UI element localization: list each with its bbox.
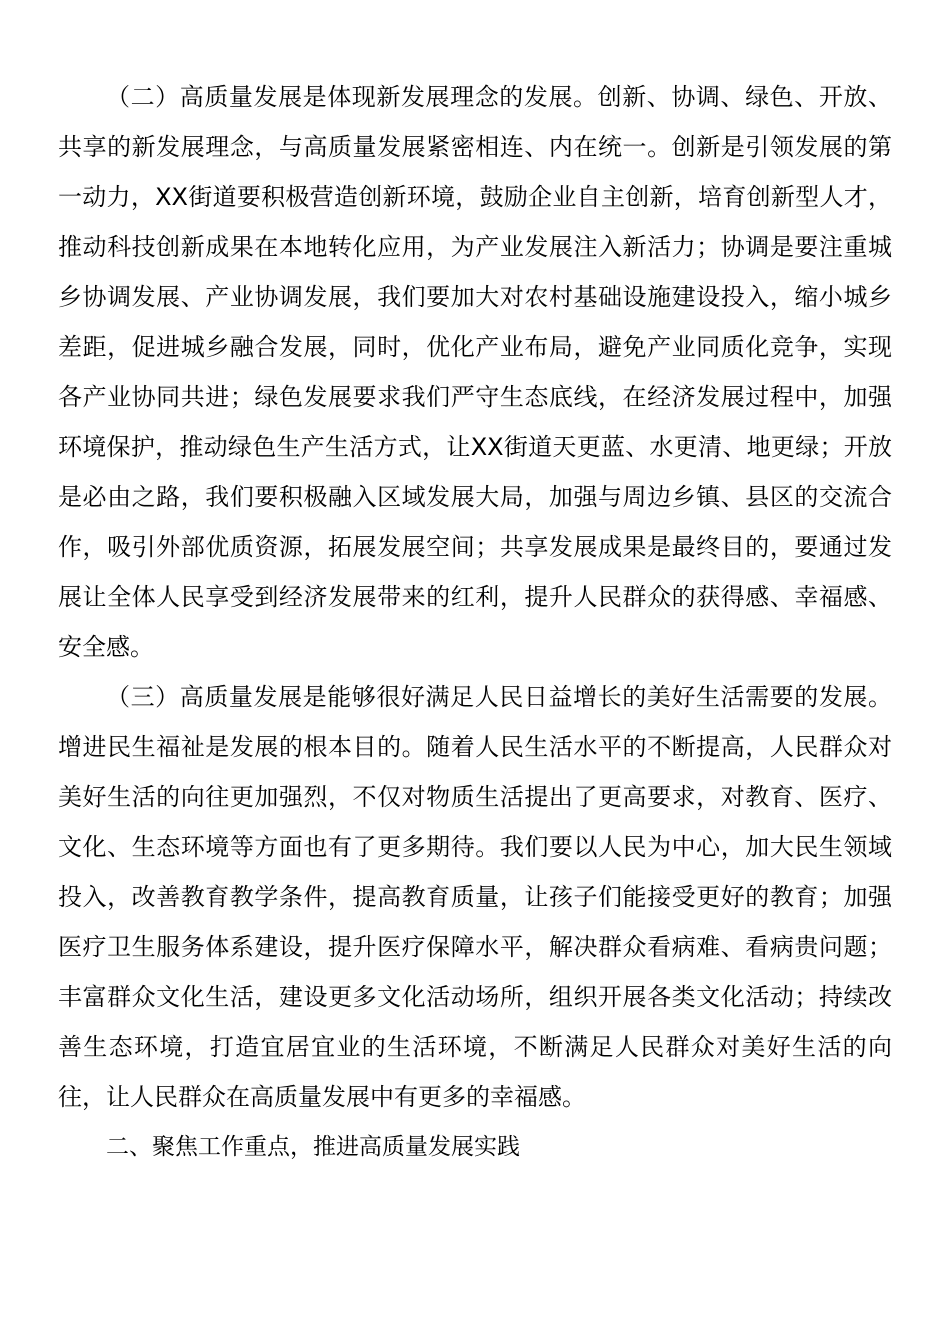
paragraph-development-philosophy: （二）高质量发展是体现新发展理念的发展。创新、协调、绿色、开放、共享的新发展理念，与高质量发展紧密相连、内在统一。创新是引领发展的第一动力，XX街道要积极营造创新环境，鼓励企业自主创新，培育创新型人才，推动科技创新成果在本地转化应用，为产业发展注入新活力；协调是要注重城乡协调发展、产业协调发展，我们要加大对农村基础设施建设投入，缩小城乡差距，促进城乡融合发展，同时，优化产业布局，避免产业同质化竞争，实现各产业协同共进；绿色发展要求我们严守生态底线，在经济发展过程中，加强环境保护，推动绿色生产生活方式，让XX街道天更蓝、水更清、地更绿；开放是必由之路，我们要积极融入区域发展大局，加强与周边乡镇、县区的交流合作，吸引外部优质资源，拓展发展空间；共享发展成果是最终目的，要通过发展让全体人民享受到经济发展带来的红利，提升人民群众的获得感、幸福感、安全感。 [58,83,892,661]
document-page [58,72,892,1172]
section-heading: 二、聚焦工作重点，推进高质量发展实践 [106,1134,520,1160]
paragraph-people-livelihood: （三）高质量发展是能够很好满足人民日益增长的美好生活需要的发展。增进民生福祉是发展的根本目的。随着人民生活水平的不断提高，人民群众对美好生活的向往更加强烈，不仅对物质生活提出了更高要求，对教育、医疗、文化、生态环境等方面也有了更多期待。我们要以人民为中心，加大民生领域投入，改善教育教学条件，提高教育质量，让孩子们能接受更好的教育；加强医疗卫生服务体系建设，提升医疗保障水平，解决群众看病难、看病贵问题；丰富群众文化生活，建设更多文化活动场所，组织开展各类文化活动；持续改善生态环境，打造宜居宜业的生活环境，不断满足人民群众对美好生活的向往，让人民群众在高质量发展中有更多的幸福感。 [58,683,892,1111]
